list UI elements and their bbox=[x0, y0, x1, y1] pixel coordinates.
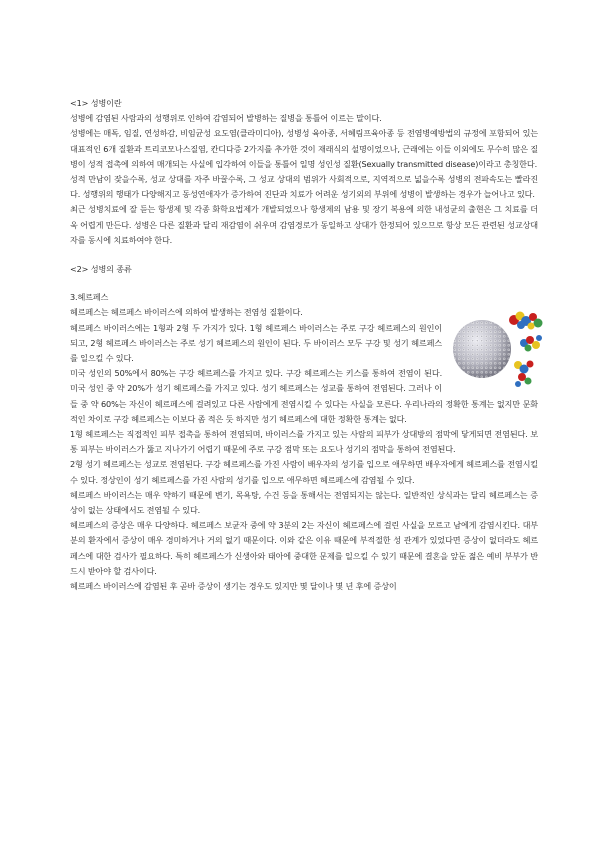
paragraph: 최근 성병치료에 잘 듣는 항생제 및 각종 화학요법제가 개발되었으나 항생제의 남용 및 장기 복용에 의한 내성균의 출현은 그 치료를 더욱 어렵게 만든다. 성병은 다른 질환과 달리 재감염이 쉬우며 감염경로가 동일하고 상대가 한정되어 있으므로 항상 모든 관련된 성교상대자를 동시에 치료하여야 한다. bbox=[70, 204, 538, 245]
herpes-virus-illustration-icon bbox=[448, 307, 546, 391]
paragraph: 성적 만남이 잦을수록, 성교 상대를 자주 바꿀수록, 그 성교 상대의 범위가 사회적으로, 지역적으로 넓을수록 성병의 전파속도는 빨라진다. 성행위의 행태가 다양해지고 동성연애자가 증가하여 진단과 치료가 어려운 성기외의 부위에 성병이 발생하는 경우가 늘어나고 있다. bbox=[70, 174, 538, 200]
herpes-virus-svg bbox=[448, 307, 546, 391]
paragraph: 헤르페스의 증상은 매우 다양하다. 헤르페스 보균자 중에 약 3분의 2는 자신이 헤르페스에 걸린 사실을 모르고 남에게 감염시킨다. 대부분의 환자에서 증상이 매우 경미하거나 거의 없기 때문이다. 이와 같은 이유 때문에 부적절한 성 관계가 있었다면 증상이 없더라도 헤르페스에 대한 검사가 필요하다. 특히 헤르페스가 신생아와 태아에 중대한 문제를 일으킬 수 있기 때문에 결혼을 앞둔 젊은 예비 부부가 반드시 받아야 할 검사이다. bbox=[70, 520, 538, 576]
paragraph: 성병에는 매독, 임질, 연성하감, 비임균성 요도염(클라미디아), 성병성 육아종, 서혜림프육아종 등 전염병예방법의 규정에 포함되어 있는 대표적인 6개 질환과 트리코모나스질염, 칸디다증 2가지를 추가한 것이 재래식의 설명이었으나, 근래에는 이들 이외에도 무수히 많은 질병이 성적 접촉에 의하여 매개되는 사실에 입각하여 이들을 통틀어 일명 성인성 질환(Sexually transmitted disease)이라고 총칭한다. bbox=[70, 128, 538, 169]
paragraph: 미국 성인의 50%에서 80%는 구강 헤르페스를 가지고 있다. 구강 헤르페스는 키스를 통하여 전염이 된다. 미국 성인 중 약 20%가 성기 헤르페스를 가지고 있다. 성기 헤르페스는 성교를 통하여 전염된다. 그러나 이들 중 약 60%는 자신이 헤르페스에 걸려있고 다른 사람에게 전염시킬 수 있다는 사실을 모른다. 우리나라의 정확한 통계는 없지만 문화적인 차이로 구강 헤르페스는 이보다 좀 적은 듯 하지만 성기 헤르페스에 대한 정확한 통계는 없다. bbox=[70, 368, 538, 424]
paragraph: 헤르페스 바이러스에는 1형과 2형 두 가지가 있다. 1형 헤르페스 바이러스는 주로 구강 헤르페스의 원인이 되고, 2형 헤르페스 바이러스는 주로 성기 헤르페스의 원인이 된다. 두 바이러스 모두 구강 및 성기 헤르페스를 일으킬 수 있다. bbox=[70, 322, 442, 364]
spacer bbox=[70, 277, 538, 290]
section-heading-definition: <1> 성병이란 bbox=[70, 98, 122, 108]
protein-cluster-bottom bbox=[514, 361, 534, 388]
protein-cluster-middle bbox=[520, 335, 542, 352]
paragraph: 1형 헤르페스는 직접적인 피부 접촉을 통하여 전염되며, 바이러스를 가지고 있는 사람의 피부가 상대방의 점막에 닿게되면 전염된다. 보통 피부는 바이러스가 뚫고 지나가기 어렵기 때문에 주로 구강 점막 또는 요도나 성기의 점막을 통하여 전염된다. bbox=[70, 429, 538, 455]
paragraph: 성병에 감염된 사람과의 성행위로 인하여 감염되어 발병하는 질병을 통틀어 이르는 말이다. bbox=[70, 113, 382, 124]
paragraph: 헤르페스 바이러스에 감염된 후 곧바 증상이 생기는 경우도 있지만 몇 달이나 몇 년 후에 증상이 bbox=[70, 581, 397, 592]
paragraph: 헤르페스는 헤르페스 바이러스에 의하여 발생하는 전염성 질환이다. bbox=[70, 307, 303, 318]
paragraph: 헤르페스 바이러스는 매우 약하기 때문에 변기, 목욕탕, 수건 등을 통해서는 전염되지는 않는다. 일반적인 상식과는 달리 헤르페스는 증상이 없는 상태에서도 전염될 수 있다. bbox=[70, 489, 538, 516]
protein-cluster-top bbox=[509, 312, 543, 330]
section-heading-herpes: 3.헤르페스 bbox=[70, 292, 109, 303]
section-heading-types: <2> 성병의 종류 bbox=[70, 264, 132, 275]
spacer bbox=[70, 248, 538, 262]
paragraph: 2형 성기 헤르페스는 성교로 전염된다. 구강 헤르페스를 가진 사람이 배우자의 성기를 입으로 애무하면 배우자에게 헤르페스를 전염시킬 수 있다. 정상인이 성기 헤르페스를 가진 사람의 성기를 입으로 애무하면 헤르페스에 감염될 수 있다. bbox=[70, 459, 538, 485]
document-body bbox=[70, 96, 538, 594]
